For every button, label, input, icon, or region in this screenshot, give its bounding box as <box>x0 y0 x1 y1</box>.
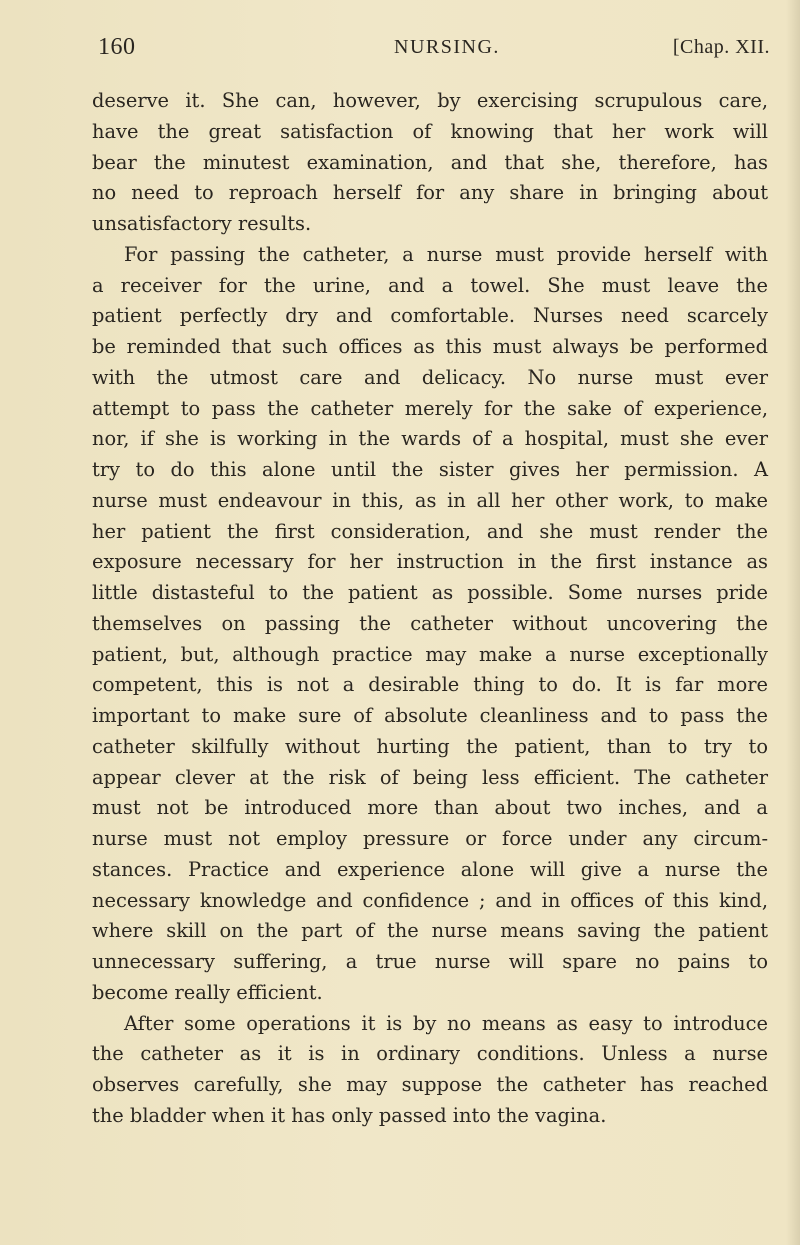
text-line: unsatisfactory results. <box>92 212 312 235</box>
text-line: nurse must not employ pressure or force under any circum- <box>92 827 768 850</box>
text-line: nor, if she is working in the wards of a hospital, must she ever <box>92 427 768 451</box>
text-line: exposure necessary for her instruction in the first instance as <box>92 550 768 574</box>
page-number: 160 <box>98 34 136 60</box>
text-line: become really efficient. <box>92 980 323 1004</box>
text-line: patient perfectly dry and comfortable. Nurses need scarcely <box>92 304 768 328</box>
text-line: nurse must endeavour in this, as in all her other work, to make <box>92 488 768 512</box>
text-line: deserve it. She can, however, by exercising scrupulous care, <box>92 89 768 112</box>
text-line: unnecessary suffering, a true nurse will spare no pains to <box>92 950 768 973</box>
text-line: have the great satisfaction of knowing that her work will <box>92 119 768 143</box>
running-header <box>98 34 770 68</box>
text-line: observes carefully, she may suppose the catheter has reached <box>92 1073 768 1096</box>
text-line: themselves on passing the catheter without uncovering the <box>92 611 768 635</box>
text-line: attempt to pass the catheter merely for the sake of experience, <box>92 396 768 420</box>
text-line: the bladder when it has only passed into the vagina. <box>92 1103 607 1127</box>
chapter-label: [Chap. XII. <box>672 36 770 58</box>
text-line: appear clever at the risk of being less efficient. The catheter <box>92 765 768 789</box>
paragraph-start-line: For passing the catheter, a nurse must provide herself with <box>124 242 768 266</box>
text-line: little distasteful to the patient as possible. Some nurses pride <box>92 581 768 604</box>
text-line: try to do this alone until the sister gives her permission. A <box>92 458 768 481</box>
text-line: important to make sure of absolute cleanliness and to pass the <box>92 704 768 727</box>
text-line: be reminded that such offices as this must always be performed <box>92 335 768 358</box>
text-line: where skill on the part of the nurse means saving the patient <box>92 919 768 943</box>
text-line: no need to reproach herself for any share in bringing about <box>92 181 768 205</box>
text-line: bear the minutest examination, and that she, therefore, has <box>92 150 768 174</box>
text-line: catheter skilfully without hurting the patient, than to try to <box>92 734 768 758</box>
running-title: NURSING. <box>394 36 500 58</box>
text-line: patient, but, although practice may make a nurse exceptionally <box>92 642 768 666</box>
text-line: the catheter as it is in ordinary conditions. Unless a nurse <box>92 1042 768 1066</box>
text-line: her patient the first consideration, and she must render the <box>92 519 768 543</box>
body-text <box>92 86 768 1132</box>
text-line: stances. Practice and experience alone will give a nurse the <box>92 857 768 881</box>
page-edge-shadow <box>786 0 800 1245</box>
text-line: necessary knowledge and confidence ; and in offices of this kind, <box>92 888 768 912</box>
text-line: competent, this is not a desirable thing to do. It is far more <box>92 673 768 697</box>
text-line: must not be introduced more than about two inches, and a <box>92 796 768 820</box>
paragraph-start-line: After some operations it is by no means as easy to introduce <box>124 1011 768 1035</box>
text-line: a receiver for the urine, and a towel. She must leave the <box>92 273 768 297</box>
text-line: with the utmost care and delicacy. No nurse must ever <box>92 365 768 389</box>
